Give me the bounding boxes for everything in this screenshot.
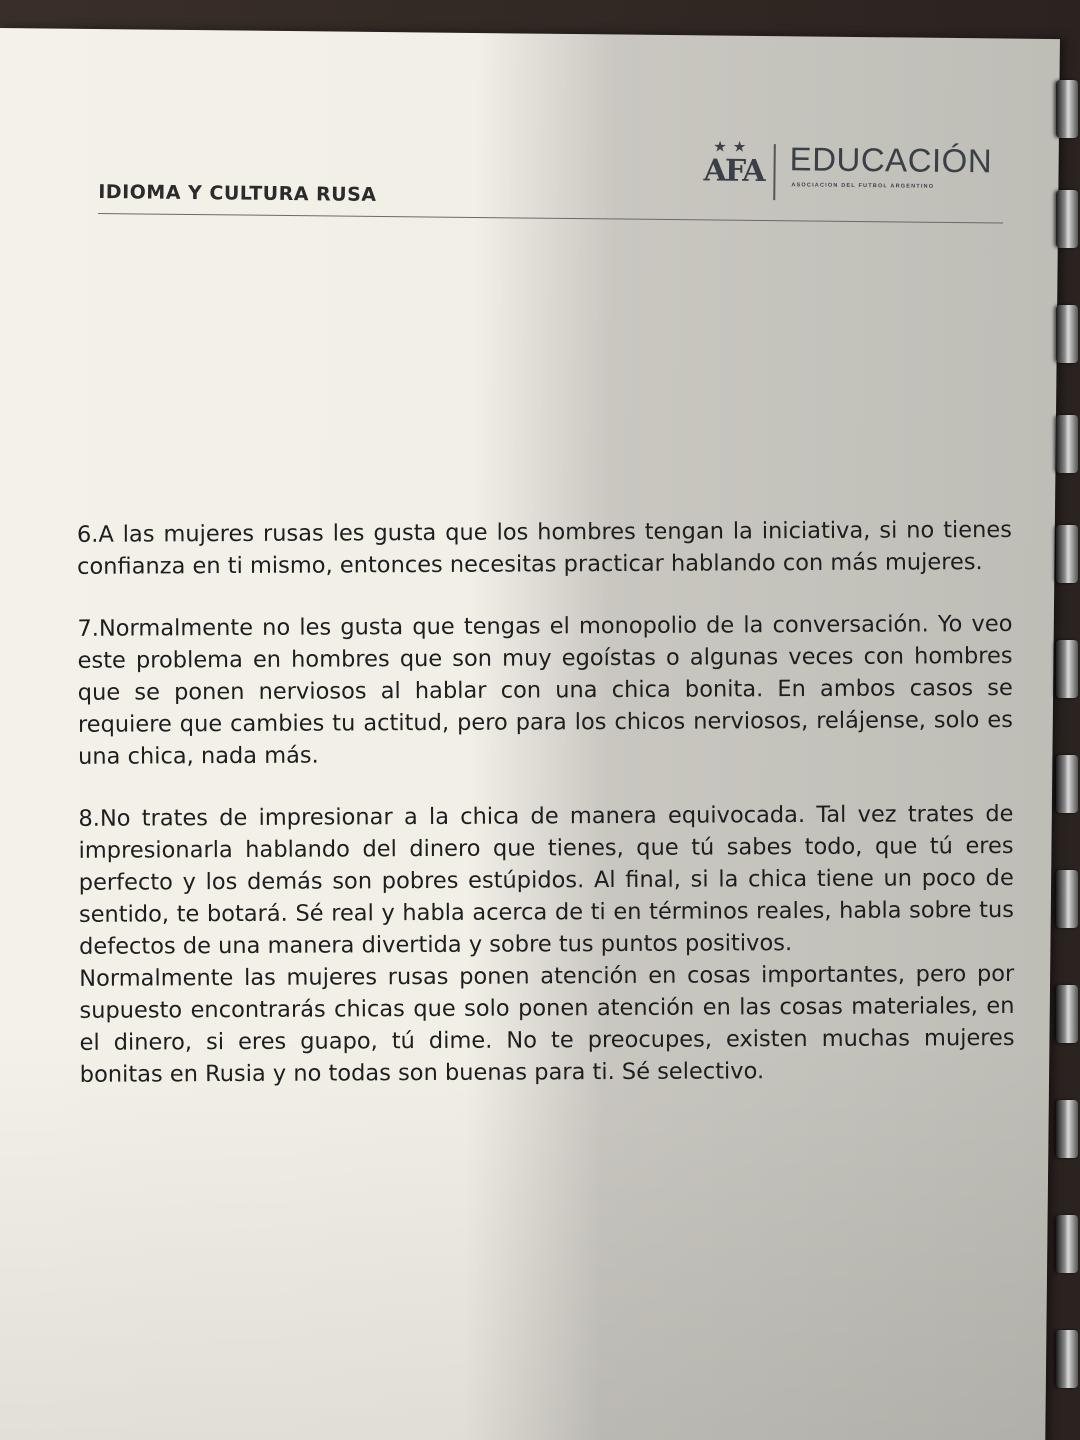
afa-education-logo xyxy=(703,135,1004,210)
paragraph-8: 8.No trates de impresionar a la chica de manera equivocada. Tal vez trates de impresionarla hablando del dinero que tienes, que tú sabes todo, que tú eres perfecto y los demás son pobres estúpidos. Al final, si la chica tiene un poco de sentido, te botará. Sé real y habla acerca de ti en términos reales, habla sobre tus defectos de una manera divertida y sobre tus puntos positivos. xyxy=(78,800,1014,960)
afa-letters: AFA xyxy=(703,153,764,190)
paragraph-6: 6.A las mujeres rusas les gusta que los hombres tengan la iniciativa, si no tienes confianza en ti mismo, entonces necesitas practicar hablando con más mujeres. xyxy=(76,516,1013,580)
logo-subtitle: ASOCIACION DEL FUTBOL ARGENTINO xyxy=(791,182,935,190)
binding-ring xyxy=(1056,640,1078,698)
spiral-binding xyxy=(1052,0,1080,1440)
booklet-page xyxy=(0,28,1060,1440)
logo-divider xyxy=(773,144,775,200)
binding-ring xyxy=(1056,80,1078,138)
binding-ring xyxy=(1056,415,1078,473)
page-body xyxy=(77,514,1015,1121)
binding-ring xyxy=(1056,190,1078,248)
binding-ring xyxy=(1056,305,1078,363)
paragraph-8-continued: Normalmente las mujeres rusas ponen atención en cosas importantes, pero por supuesto encontrarás chicas que solo ponen atención en las cosas materiales, en el dinero, si eres guapo, tú dime. No te preocupes, existen muchas mujeres bonitas en Rusia y no todas son buenas para ti. Sé selectivo. xyxy=(79,960,1015,1088)
binding-ring xyxy=(1056,985,1078,1043)
running-title: IDIOMA Y CULTURA RUSA xyxy=(98,181,377,206)
binding-ring xyxy=(1056,525,1078,583)
page-header xyxy=(98,129,1004,223)
binding-ring xyxy=(1056,870,1078,928)
binding-ring xyxy=(1056,1100,1078,1158)
stars-icon: ★★ xyxy=(713,137,753,156)
paragraph-7: 7.Normalmente no les gusta que tengas el monopolio de la conversación. Yo veo este problema en hombres que son muy egoístas o algunas veces con hombres que se ponen nerviosos al hablar con una chica bonita. En ambos casos se requiere que cambies tu actitud, pero para los chicos nerviosos, relájense, solo es una chica, nada más. xyxy=(77,610,1013,770)
logo-word: EDUCACIÓN xyxy=(789,140,993,180)
afa-crest-icon xyxy=(703,137,762,204)
binding-ring xyxy=(1056,755,1078,813)
binding-ring xyxy=(1056,1215,1078,1273)
binding-ring xyxy=(1056,1330,1078,1388)
